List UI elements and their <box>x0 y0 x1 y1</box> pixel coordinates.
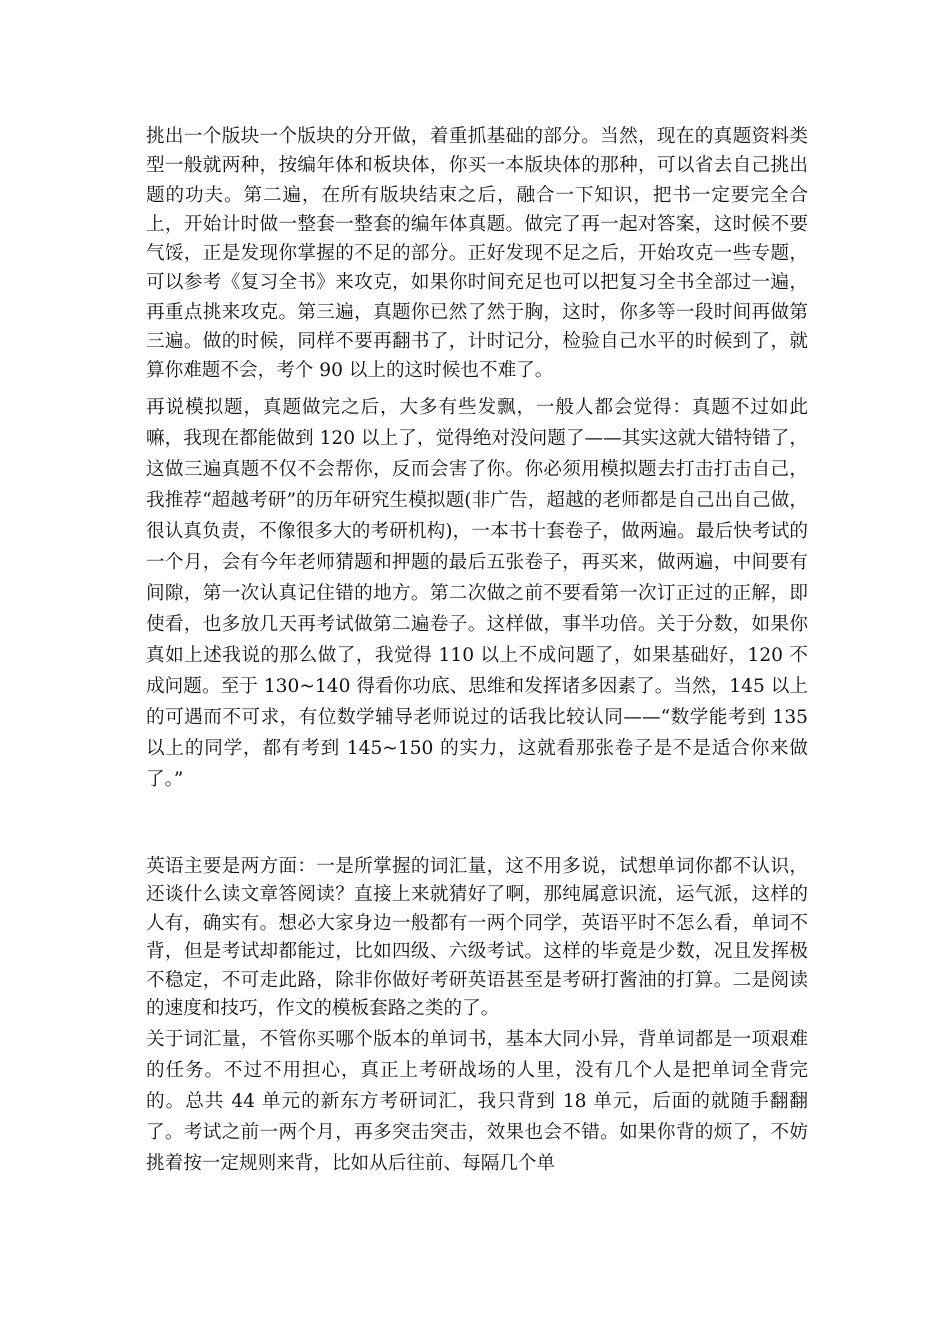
paragraph-math-mock-exams: 再说模拟题，真题做完之后，大多有些发飘，一般人都会觉得：真题不过如此嘛，我现在都能做到 120 以上了，觉得绝对没问题了——其实这就大错特错了，这做三遍真题不仅不会帮你，反而会害了你。你必须用模拟题去打击打击自己，我推荐“超越考研”的历年研究生模拟题(非广告，超越的老师都是自己出自己做，很认真负责，不像很多大的考研机构)，一本书十套卷子，做两遍。最后快考试的一个月，会有今年老师猜题和押题的最后五张卷子，再买来，做两遍，中间要有间隙，第一次认真记住错的地方。第二次做之前不要看第一次订正过的正解，即使看，也多放几天再考试做第二遍卷子。这样做，事半功倍。关于分数，如果你真如上述我说的那么做了，我觉得 110 以上不成问题了，如果基础好，120 不成问题。至于 130~140 得看你功底、思维和发挥诸多因素了。当然，145 以上的可遇而不可求，有位数学辅导老师说过的话我比较认同——“数学能考到 135 以上的同学，都有考到 145~150 的实力，这就看那张卷子是不是适合你来做了。” <box>146 396 808 790</box>
paragraph-math-real-exams: 挑出一个版块一个版块的分开做，着重抓基础的部分。当然，现在的真题资料类型一般就两种，按编年体和板块体，你买一本版块体的那种，可以省去自己挑出题的功夫。第二遍，在所有版块结束之后，融合一下知识，把书一定要完全合上，开始计时做一整套一整套的编年体真题。做完了再一起对答案，这时候不要气馁，正是发现你掌握的不足的部分。正好发现不足之后，开始攻克一些专题，可以参考《复习全书》来攻克，如果你时间充足也可以把复习全书全部过一遍，再重点挑来攻克。第三遍，真题你已然了然于胸，这时，你多等一段时间再做第三遍。做的时候，同样不要再翻书了，计时记分，检验自己水平的时候到了，就算你难题不会，考个 90 以上的这时候也不难了。 <box>146 126 808 382</box>
document-body <box>146 122 808 1179</box>
section-gap <box>146 795 808 853</box>
paragraph-english-vocabulary: 关于词汇量，不管你买哪个版本的单词书，基本大同小异，背单词都是一项艰难的任务。不过不用担心，真正上考研战场的人里，没有几个人是把单词全背完的。总共 44 单元的新东方考研词汇，我只背到 18 单元，后面的就随手翻翻了。考试之前一两个月，再多突击突击，效果也会不错。如果你背的烦了，不妨挑着按一定规则来背，比如从后往前、每隔几个单 <box>146 1028 808 1174</box>
paragraph-english-overview: 英语主要是两方面：一是所掌握的词汇量，这不用多说，试想单词你都不认识，还谈什么读文章答阅读？直接上来就猜好了啊，那纯属意识流，运气派，这样的人有，确实有。想必大家身边一般都有一两个同学，英语平时不怎么看，单词不背，但是考试却都能过，比如四级、六级考试。这样的毕竟是少数，况且发挥极不稳定，不可走此路，除非你做好考研英语甚至是考研打酱油的打算。二是阅读的速度和技巧，作文的模板套路之类的了。 <box>146 855 808 1020</box>
